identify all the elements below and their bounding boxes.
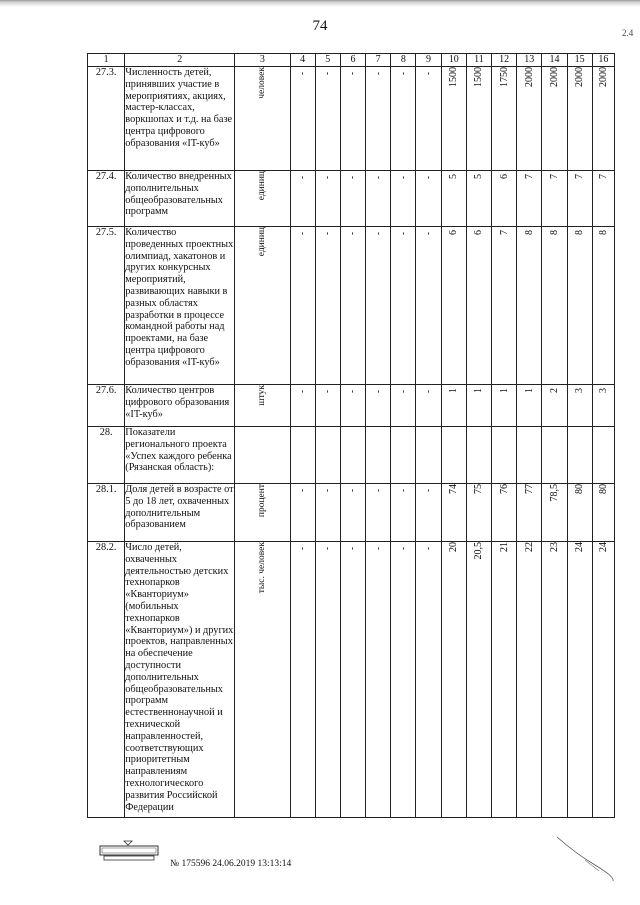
value-cell	[466, 227, 491, 385]
value-text: 5	[448, 174, 460, 179]
value-cell	[416, 67, 441, 171]
value-text: 74	[448, 484, 460, 494]
value-text: 23	[548, 542, 560, 552]
value-text: 7	[574, 174, 586, 179]
table-row	[88, 427, 615, 484]
value-text: 7	[523, 174, 535, 179]
value-cell	[517, 484, 542, 542]
value-cell	[441, 67, 466, 171]
value-cell	[592, 427, 614, 484]
indicator-name: Количество внедренных дополнительных общеобразовательных программ	[125, 171, 235, 227]
value-text: 77	[523, 484, 535, 494]
registration-number: № 175596 24.06.2019 13:13:14	[170, 859, 292, 869]
value-cell	[592, 484, 614, 542]
value-text: -	[372, 390, 383, 393]
value-cell	[492, 427, 517, 484]
column-header: 10	[441, 54, 466, 67]
value-text: 8	[523, 230, 535, 235]
value-cell	[466, 542, 491, 818]
row-number: 27.6.	[88, 385, 125, 427]
column-header: 9	[416, 54, 441, 67]
value-text: -	[347, 489, 358, 492]
value-text: 24	[597, 542, 609, 552]
value-cell	[366, 427, 391, 484]
value-cell	[466, 385, 491, 427]
corner-mark: 2.4	[622, 28, 634, 38]
row-number: 27.5.	[88, 227, 125, 385]
value-cell	[517, 171, 542, 227]
table-row	[88, 542, 615, 818]
value-cell	[290, 171, 315, 227]
value-cell	[366, 484, 391, 542]
value-text: -	[397, 489, 408, 492]
indicator-name: Показатели регионального проекта «Успех каждого ребенка (Рязанская область):	[125, 427, 235, 484]
value-cell	[567, 385, 592, 427]
indicator-name: Доля детей в возрасте от 5 до 18 лет, охваченных дополнительным образованием	[125, 484, 235, 542]
value-text: -	[297, 232, 308, 235]
unit-label: процент	[256, 484, 267, 518]
value-cell	[315, 542, 340, 818]
value-text: -	[347, 547, 358, 550]
value-cell	[391, 67, 416, 171]
row-number: 28.2.	[88, 542, 125, 818]
value-text: -	[372, 176, 383, 179]
value-cell	[567, 171, 592, 227]
value-cell	[315, 385, 340, 427]
column-header: 2	[125, 54, 235, 67]
value-text: 2000	[574, 67, 586, 87]
value-text: -	[397, 547, 408, 550]
value-cell	[542, 171, 567, 227]
value-text: 7	[597, 174, 609, 179]
value-cell	[340, 542, 365, 818]
value-cell	[391, 427, 416, 484]
value-cell	[290, 227, 315, 385]
value-text: 1	[448, 388, 460, 393]
value-text: 8	[548, 230, 560, 235]
value-text: -	[423, 489, 434, 492]
value-text: -	[297, 390, 308, 393]
value-cell	[366, 542, 391, 818]
value-cell	[542, 484, 567, 542]
value-text: 75	[473, 484, 485, 494]
value-text: 20,5	[473, 542, 485, 560]
value-cell	[517, 67, 542, 171]
unit-cell	[235, 227, 290, 385]
value-text: 1	[523, 388, 535, 393]
column-header: 7	[366, 54, 391, 67]
column-header: 4	[290, 54, 315, 67]
value-cell	[592, 385, 614, 427]
indicator-name: Количество центров цифрового образования «IT-куб»	[125, 385, 235, 427]
stamp-icon	[98, 840, 162, 862]
value-cell	[517, 542, 542, 818]
value-text: 20	[448, 542, 460, 552]
value-text: 2000	[548, 67, 560, 87]
unit-label: единиц	[256, 227, 267, 257]
unit-label: единиц	[256, 171, 267, 201]
indicator-name: Численность детей, принявших участие в мероприятиях, акциях, мастер-классах, воркшопах и т.д. на базе центра цифрового образования «IT-куб»	[125, 67, 235, 171]
value-cell	[315, 427, 340, 484]
value-cell	[441, 227, 466, 385]
value-cell	[315, 227, 340, 385]
value-cell	[466, 171, 491, 227]
value-cell	[492, 484, 517, 542]
value-cell	[567, 227, 592, 385]
value-cell	[517, 227, 542, 385]
value-cell	[592, 227, 614, 385]
value-cell	[416, 227, 441, 385]
value-text: -	[297, 72, 308, 75]
value-cell	[567, 484, 592, 542]
value-cell	[466, 67, 491, 171]
value-cell	[492, 67, 517, 171]
column-header: 1	[88, 54, 125, 67]
value-text: -	[322, 489, 333, 492]
column-header: 15	[567, 54, 592, 67]
value-cell	[340, 484, 365, 542]
value-cell	[567, 67, 592, 171]
value-cell	[416, 484, 441, 542]
value-cell	[441, 427, 466, 484]
value-text: 80	[574, 484, 586, 494]
value-cell	[441, 385, 466, 427]
value-text: 78,5	[548, 484, 560, 502]
value-text: 21	[498, 542, 510, 552]
value-cell	[315, 67, 340, 171]
value-cell	[542, 542, 567, 818]
column-header: 3	[235, 54, 290, 67]
value-cell	[290, 484, 315, 542]
value-cell	[290, 542, 315, 818]
value-cell	[441, 542, 466, 818]
value-cell	[340, 427, 365, 484]
value-cell	[391, 227, 416, 385]
table-row	[88, 227, 615, 385]
value-text: 6	[473, 230, 485, 235]
table-row	[88, 385, 615, 427]
row-number: 27.3.	[88, 67, 125, 171]
value-text: 80	[597, 484, 609, 494]
row-number: 28.1.	[88, 484, 125, 542]
value-text: -	[397, 390, 408, 393]
value-cell	[416, 171, 441, 227]
unit-cell	[235, 385, 290, 427]
value-cell	[416, 542, 441, 818]
unit-cell	[235, 427, 290, 484]
value-text: 8	[574, 230, 586, 235]
value-cell	[315, 484, 340, 542]
unit-label: тыс. человек	[256, 542, 267, 594]
indicators-table	[87, 53, 615, 818]
value-text: -	[397, 72, 408, 75]
value-text: 1500	[473, 67, 485, 87]
value-text: 24	[574, 542, 586, 552]
value-cell	[466, 484, 491, 542]
value-text: 7	[498, 230, 510, 235]
value-text: -	[347, 232, 358, 235]
table-row	[88, 484, 615, 542]
value-cell	[391, 484, 416, 542]
value-cell	[441, 484, 466, 542]
value-cell	[542, 227, 567, 385]
unit-cell	[235, 542, 290, 818]
value-cell	[290, 427, 315, 484]
value-text: 7	[548, 174, 560, 179]
value-cell	[391, 542, 416, 818]
value-cell	[391, 385, 416, 427]
scan-top-edge	[0, 0, 640, 8]
value-text: -	[347, 176, 358, 179]
table-row	[88, 67, 615, 171]
value-cell	[492, 171, 517, 227]
value-cell	[366, 171, 391, 227]
value-cell	[315, 171, 340, 227]
value-text: -	[423, 232, 434, 235]
value-cell	[517, 427, 542, 484]
page-number: 74	[312, 18, 328, 34]
unit-cell	[235, 171, 290, 227]
value-text: -	[322, 176, 333, 179]
value-cell	[290, 67, 315, 171]
value-text: -	[372, 232, 383, 235]
column-header: 8	[391, 54, 416, 67]
value-text: -	[322, 72, 333, 75]
value-text: -	[347, 390, 358, 393]
value-text: 76	[498, 484, 510, 494]
value-cell	[542, 427, 567, 484]
value-text: 1	[498, 388, 510, 393]
header-row	[88, 54, 615, 67]
column-header: 5	[315, 54, 340, 67]
value-cell	[416, 427, 441, 484]
value-text: 2000	[597, 67, 609, 87]
value-text: -	[423, 547, 434, 550]
value-cell	[592, 67, 614, 171]
table-row	[88, 171, 615, 227]
value-cell	[592, 542, 614, 818]
row-number: 27.4.	[88, 171, 125, 227]
value-cell	[592, 171, 614, 227]
value-text: 22	[523, 542, 535, 552]
value-text: -	[322, 232, 333, 235]
pen-scribble-icon	[555, 835, 615, 885]
column-header: 12	[492, 54, 517, 67]
value-text: 3	[597, 388, 609, 393]
value-cell	[340, 227, 365, 385]
value-text: -	[423, 390, 434, 393]
value-cell	[517, 385, 542, 427]
indicator-name: Количество проведенных проектных олимпиад, хакатонов и других конкурсных мероприятий, развивающих навыки в разных областях разработки в процессе командной работы над проектами, на базе центра цифрового образования «IT-куб»	[125, 227, 235, 385]
value-text: 3	[574, 388, 586, 393]
value-cell	[542, 385, 567, 427]
value-cell	[340, 67, 365, 171]
value-cell	[567, 427, 592, 484]
indicator-name: Число детей, охваченных деятельностью детских технопарков «Кванториум» (мобильных технопарков «Кванториум») и других проектов, направленных на обеспечение доступности дополнительных общеобразовательных программ естественнонаучной и технической направленностей, соответствующих приоритетным направлениям технологического развития Российской Федерации	[125, 542, 235, 818]
value-text: 1	[473, 388, 485, 393]
value-cell	[366, 227, 391, 385]
value-text: -	[297, 489, 308, 492]
value-cell	[290, 385, 315, 427]
unit-label: штук	[256, 385, 267, 406]
value-text: -	[297, 547, 308, 550]
value-cell	[466, 427, 491, 484]
value-text: 2	[548, 388, 560, 393]
row-number: 28.	[88, 427, 125, 484]
value-text: -	[397, 232, 408, 235]
value-text: -	[372, 489, 383, 492]
value-cell	[542, 67, 567, 171]
value-cell	[391, 171, 416, 227]
value-text: -	[423, 72, 434, 75]
value-cell	[340, 385, 365, 427]
value-cell	[492, 542, 517, 818]
unit-cell	[235, 484, 290, 542]
value-cell	[366, 385, 391, 427]
value-text: -	[372, 72, 383, 75]
value-text: -	[297, 176, 308, 179]
unit-cell	[235, 67, 290, 171]
value-cell	[492, 227, 517, 385]
column-header: 14	[542, 54, 567, 67]
value-cell	[416, 385, 441, 427]
value-text: -	[322, 547, 333, 550]
value-text: -	[372, 547, 383, 550]
value-text: 5	[473, 174, 485, 179]
value-cell	[366, 67, 391, 171]
value-text: 2000	[523, 67, 535, 87]
value-text: 1750	[498, 67, 510, 87]
column-header: 11	[466, 54, 491, 67]
value-cell	[441, 171, 466, 227]
value-text: -	[397, 176, 408, 179]
value-text: 8	[597, 230, 609, 235]
value-cell	[340, 171, 365, 227]
value-text: -	[423, 176, 434, 179]
value-text: -	[347, 72, 358, 75]
value-cell	[567, 542, 592, 818]
value-text: 6	[498, 174, 510, 179]
value-text: 1500	[448, 67, 460, 87]
value-text: -	[322, 390, 333, 393]
column-header: 13	[517, 54, 542, 67]
column-header: 16	[592, 54, 614, 67]
unit-label: человек	[256, 67, 267, 99]
value-text: 6	[448, 230, 460, 235]
value-cell	[492, 385, 517, 427]
column-header: 6	[340, 54, 365, 67]
